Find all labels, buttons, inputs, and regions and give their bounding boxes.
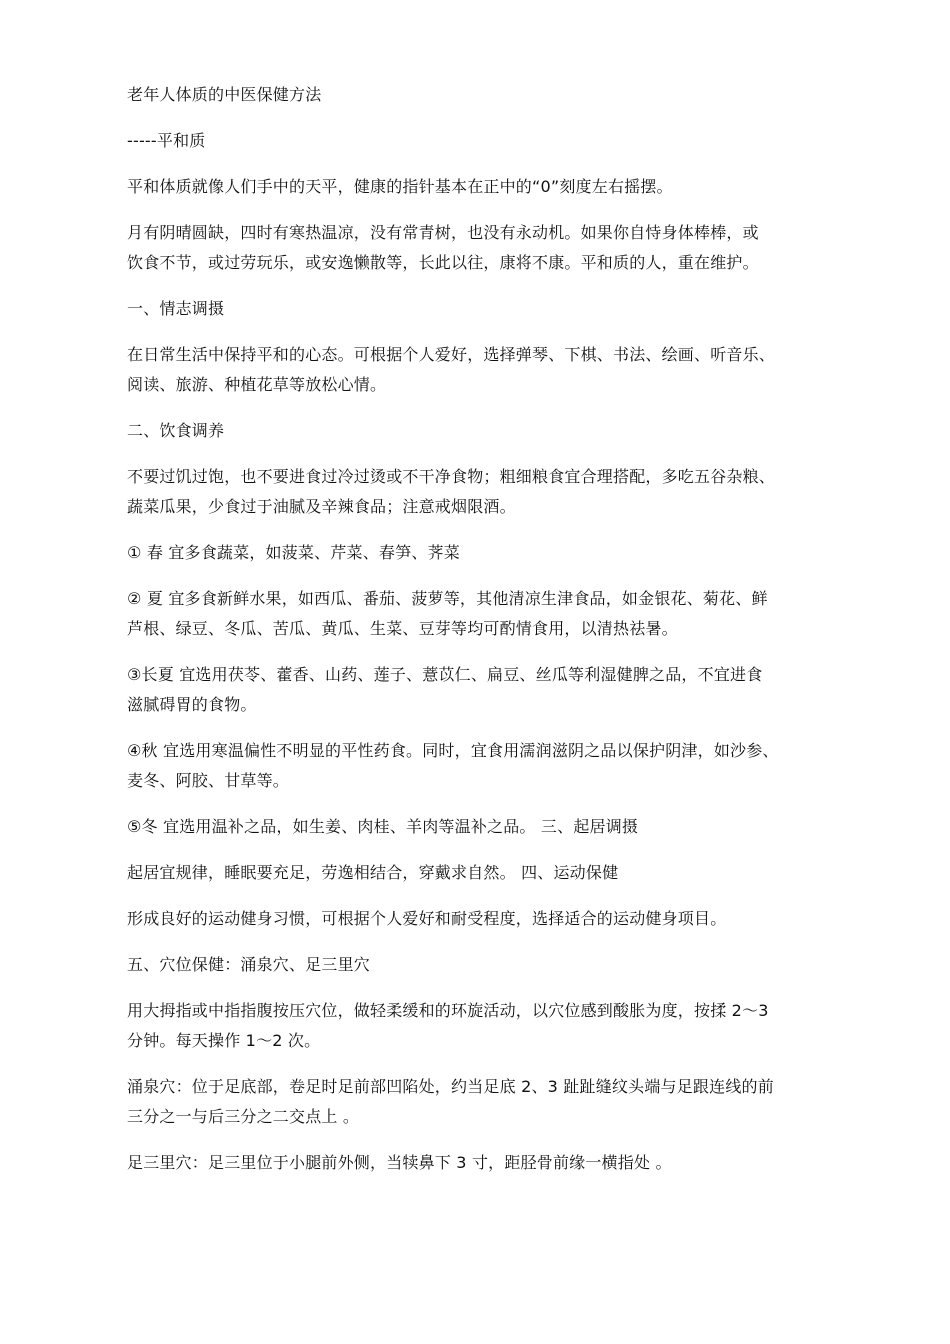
paragraph-line: 在日常生活中保持平和的心态。可根据个人爱好，选择弹琴、下棋、书法、绘画、听音乐、 — [127, 345, 776, 364]
paragraph-acupoint-method — [127, 996, 847, 1056]
paragraph-zusanli: 足三里穴：足三里位于小腿前外侧，当犊鼻下 3 寸，距胫骨前缘一横指处 。 — [127, 1153, 672, 1172]
paragraph-line: 饮食不节，或过劳玩乐，或安逸懒散等，长此以往，康将不康。平和质的人，重在维护。 — [127, 253, 759, 272]
paragraph-line: 滋腻碍胃的食物。 — [127, 695, 257, 714]
paragraph-routine: 起居宜规律，睡眠要充足，劳逸相结合，穿戴求自然。 四、运动保健 — [127, 863, 619, 882]
paragraph-exercise: 形成良好的运动健身习惯，可根据个人爱好和耐受程度，选择适合的运动健身项目。 — [127, 909, 727, 928]
paragraph-line: ④秋 宜选用寒温偏性不明显的平性药食。同时，宜食用濡润滋阴之品以保护阴津，如沙参、 — [127, 741, 779, 760]
paragraph-line: 分钟。每天操作 1～2 次。 — [127, 1031, 321, 1050]
document-subtitle: -----平和质 — [127, 131, 206, 150]
paragraph-line: 麦冬、阿胶、甘草等。 — [127, 771, 290, 790]
season-item-winter: ⑤冬 宜选用温补之品，如生姜、肉桂、羊肉等温补之品。 三、起居调摄 — [127, 817, 639, 836]
paragraph-line: 蔬菜瓜果，少食过于油腻及辛辣食品；注意戒烟限酒。 — [127, 497, 516, 516]
paragraph-line: 三分之一与后三分之二交点上 。 — [127, 1107, 360, 1126]
paragraph-maintenance — [127, 218, 847, 278]
paragraph-line: 月有阴晴圆缺，四时有寒热温凉，没有常青树，也没有永动机。如果你自恃身体棒棒，或 — [127, 223, 759, 242]
section-heading-diet: 二、饮食调养 — [127, 421, 225, 440]
season-item-spring: ① 春 宜多食蔬菜，如菠菜、芹菜、春笋、荠菜 — [127, 543, 460, 562]
section-heading-acupoint: 五、穴位保健：涌泉穴、足三里穴 — [127, 955, 371, 974]
paragraph-line: 用大拇指或中指指腹按压穴位，做轻柔缓和的环旋活动，以穴位感到酸胀为度，按揉 2～3 — [127, 1001, 769, 1020]
season-item-autumn — [127, 736, 847, 796]
paragraph-line: 芦根、绿豆、冬瓜、苦瓜、黄瓜、生菜、豆芽等均可酌情食用，以清热祛暑。 — [127, 619, 678, 638]
season-item-late-summer — [127, 660, 847, 720]
paragraph-line: 涌泉穴：位于足底部，卷足时足前部凹陷处，约当足底 2、3 趾趾缝纹头端与足跟连线的前 — [127, 1077, 774, 1096]
paragraph-intro: 平和体质就像人们手中的天平，健康的指针基本在正中的“0”刻度左右摇摆。 — [127, 177, 673, 196]
document-title: 老年人体质的中医保健方法 — [127, 85, 322, 104]
season-item-summer — [127, 584, 847, 644]
paragraph-line: ② 夏 宜多食新鲜水果，如西瓜、番茄、菠萝等，其他清凉生津食品，如金银花、菊花、鲜 — [127, 589, 768, 608]
paragraph-diet — [127, 462, 847, 522]
section-heading-emotion: 一、情志调摄 — [127, 299, 225, 318]
paragraph-emotion — [127, 340, 847, 400]
paragraph-line: ③长夏 宜选用茯苓、藿香、山药、莲子、薏苡仁、扁豆、丝瓜等利湿健脾之品，不宜进食 — [127, 665, 763, 684]
paragraph-line: 不要过饥过饱，也不要进食过冷过烫或不干净食物；粗细粮食宜合理搭配，多吃五谷杂粮、 — [127, 467, 776, 486]
paragraph-line: 阅读、旅游、种植花草等放松心情。 — [127, 375, 387, 394]
document-page — [127, 80, 847, 1194]
paragraph-yongquan — [127, 1072, 847, 1132]
